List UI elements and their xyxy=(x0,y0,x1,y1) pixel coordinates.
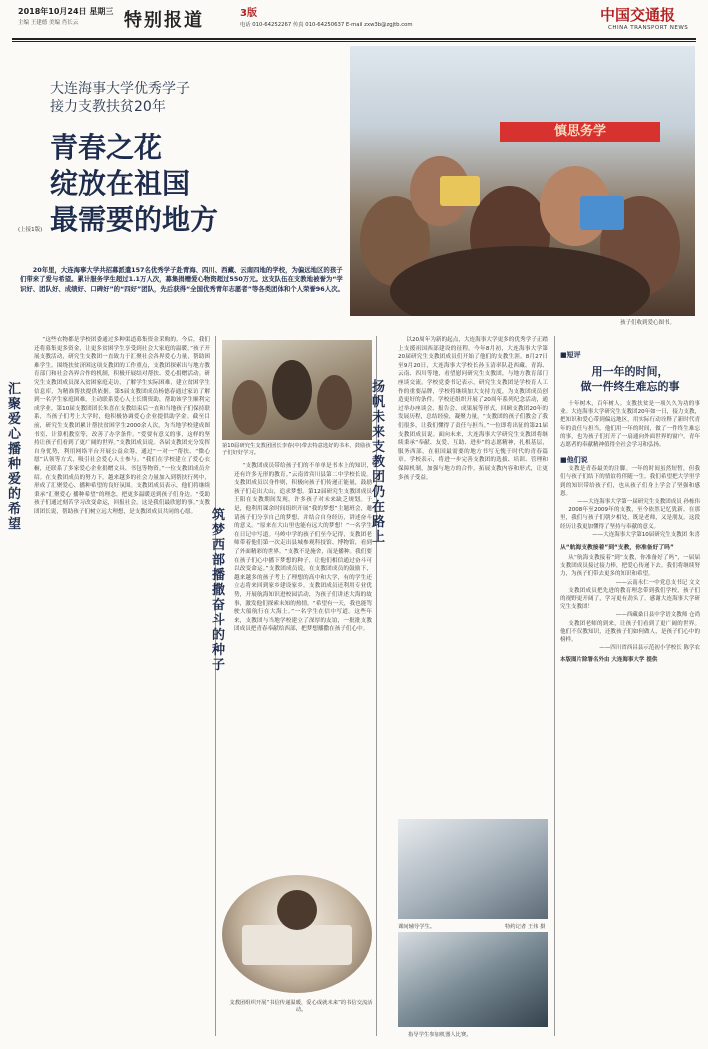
kicker-line-1: 大连海事大学优秀学子 xyxy=(50,81,190,97)
intro-paragraph: 20年里，大连海事大学共招募派遣157名优秀学子赴青海、四川、西藏、云南四地的学校，为偏远地区的孩子们带来了爱与希望。累计服务学生超过1.1万人次，募集捐赠爱心物资超过550万元。这支队伍在支教地被誉为“学识好、团队好、成绩好、口碑好”的“四好”团队，先后获得“全国优秀青年志愿者”等各类团体和个人荣誉96人次。 xyxy=(20,266,344,293)
sidebar-title-line-2: 做一件终生难忘的事 xyxy=(580,380,680,393)
col3-body: 以20周年为新的起点，大连海事大学更多的优秀学子正踏上支援祖国西部建设的征程。今年8月初，大连海事大学第20届研究生支教团成员们开始了他们的支教生涯。8月27日至9月20日，大连海事大学校长孙玉清率队赴西藏、青海、云南、四川等地，看望慰问研究生支教团，与地方教育部门座谈交流。学校党委书记表示，研究生支教团是学校育人工作的重要品牌，学校将继续加大支持力度，为支教团成员创造更好的条件。学校还组织开展了20周年系列纪念活动，通过举办座谈会、报告会、成果展等形式，回顾支教团20年的发展历程，总结经验，凝聚力量。“支教团的孩子们教会了我们很多，让我们懂得了责任与担当。”一位即将出征的第21届支教团成员说。面向未来，大连海事大学研究生支教团将继续秉承“奉献、友爱、互助、进步”的志愿精神，扎根基层，服务西部，在祖国最需要的地方书写无愧于时代的青春篇章。学校表示，将进一步完善支教团的选拔、培训、管理和保障机制，加强与地方的合作，拓展支教内容和形式，让更多孩子受益。 xyxy=(398,337,548,481)
column-divider xyxy=(215,336,216,1036)
col1-body: “这些衣物都是学校团委通过多种渠道募集资金采购的。今后，我们还将募集更多资金，让更多贫困学生享受到社会大家庭的温暖。”孩子开展支教活动，研究生支教团一直致力于汇聚社会各界爱心力量，帮助困难学生。围绕扶贫济困这项支教团的工作重点，支教团探索出与地方教育部门和社会各界合作的机制，积极开展结对帮扶、爱心捐赠活动。研究生支教团成员深入贫困家庭走访，了解学生实际困难，建立贫困学生信息库，为精准帮扶提供依据。第5届支教团成员杨德春通过家访了解到一名学生家庭困难，主动联系爱心人士长期资助，帮助该学生顺利完成学业。第10届支教团团长朱喜在支教结束后一直和当地孩子们保持联系，当孩子们考上大学时，他积极协调爱心企业提供助学金。截至目前，研究生支教团累计帮扶贫困学生2000余人次，为当地学校建成图书室、计算机教室等，改善了办学条件。“爱要有意义的事，这样的坚持让孩子们看到了更广阔的世界。”支教团成员说。各届支教团充分发挥自身优势，利用网络平台开展公益众筹，通过“一对一”帮扶、“微心愿”认领等方式，吸引社会爱心人士参与。“我们在学校建立了爱心衣橱，还联系了多家爱心企业捐赠文具、书包等物资。”一位支教团成员介绍。在支教团成员的努力下，越来越多的社会力量加入到帮扶行列中，形成了汇聚爱心、播种希望的良好氛围。支教团成员表示，他们将继续秉承“汇聚爱心 播种希望”的理念，把更多温暖送到孩子们身边。“受助孩子们通过刻苦学习改变命运，回报社会，这是我们最欣慰的事。”支教团团长说，帮助孩子们树立远大理想，是支教团成员共同的心愿。 xyxy=(34,337,210,515)
section-title: 特别报道 xyxy=(124,10,204,31)
sidebar xyxy=(560,350,700,665)
lead-photo xyxy=(350,46,695,316)
page-number: 3版 xyxy=(240,8,257,19)
headline-line-2: 绽放在祖国 xyxy=(50,167,191,200)
quote-body: 支教团老师的到来，让孩子们看到了更广阔的世界。他们不仅教知识，还教孩子们如何做人，是孩子们心中的榜样。 xyxy=(560,620,700,644)
quote-signature: ——大连海事大学第一届研究生支教团成员 孙栋伟 xyxy=(577,499,700,506)
sidebar-label-quotes: ■他们说 xyxy=(560,456,588,465)
issue-date: 2018年10月24日 星期三 xyxy=(18,7,114,16)
quote-signature: ——云南永仁一中党总支书记 文文 xyxy=(615,579,700,586)
headline-line-1: 青春之花 xyxy=(50,131,163,164)
col2-circle-photo xyxy=(222,875,372,993)
sidebar-title xyxy=(560,364,700,394)
col3-photo-1-caption: 课间辅导学生。 xyxy=(398,924,436,930)
newspaper-logo-en: CHINA TRANSPORT NEWS xyxy=(608,25,689,31)
masthead-rule xyxy=(12,38,696,40)
quote-signature: ——大连海事大学第10届研究生支教团 朱喜 xyxy=(592,531,700,538)
quote-body: 从“航海支教接着”到“支教，你准备好了吗”，一届届支教团成员接过接力棒，把爱心传递下去。我们将继续努力，为孩子们带去更多的知识和希望。 xyxy=(560,555,700,578)
col2-circle-caption: 支教团组织开展“书信传递温暖，爱心成就未来”的书信交流活动。 xyxy=(229,1000,373,1013)
col3-photo-1-credit: 特约记者 王伟 摄 xyxy=(505,924,546,930)
col1-heading: 汇聚爱心 播种爱的希望 xyxy=(8,382,22,532)
sidebar-title-line-1: 用一年的时间， xyxy=(591,365,669,378)
contact-line: 电话 010-64252267 传真 010-64250637 E-mail zxw3b@zgjtb.com xyxy=(240,22,413,28)
col3-photo-1 xyxy=(398,819,548,919)
headline-line-3: 最需要的地方 xyxy=(50,203,219,236)
col2-body: “支教团成员带给孩子们的不单单是书本上的知识，还有许多无形的教育。”云南省宾川县第二中学校长说。支教团成员以身作则，积极向孩子们传递正能量，鼓励孩子们走出大山，追求梦想。第12届研究生支教团成员王阳在支教期间发现，许多孩子对未来缺乏规划。于是，他利用课余时间组织开展“我的梦想”主题班会，邀请孩子们分享自己的梦想，并结合自身经历，讲述奋斗的意义。“原来在大山里也能有远大的梦想！”一名学生在日记中写道。马岭中学的孩子们至今记得，支教团老师带着他们第一次走出县城参观科技馆、博物馆，看到了外面精彩的世界。“支教不是施舍，而是播种。我们要在孩子们心中播下梦想的种子，让他们相信通过奋斗可以改变命运。”支教团成员说。在支教团成员的鼓励下，越来越多的孩子考上了理想的高中和大学，有的学生还立志将来回到家乡建设家乡。支教团成员还利用专业优势，开展航海知识进校园活动，为孩子们讲述大海的故事，激发他们探索未知的热情。“希望有一天，我也能驾驶大船航行在大海上。”一名学生在信中写道。这些年来，支教团与当地学校建立了深厚的友谊，一批批支教团成员把青春奉献给西部，把梦想播撒在孩子们心中。 xyxy=(234,463,372,633)
col2-heading: 筑梦西部 播撒奋斗的种子 xyxy=(212,508,226,673)
headline xyxy=(50,130,218,238)
col2-photo-caption: 第10届研究生支教团团长李春(中)带去特意选好的书本，鼓励孩子们好好学习。 xyxy=(222,443,371,456)
quote-body: 支教是青春最美的注脚。一年的时间虽然短暂，但我们与孩子们结下的情谊将伴随一生。我们希望把大学里学到的知识带给孩子们，也从孩子们身上学会了坚强和感恩。 xyxy=(560,466,700,497)
quote-body: 支教团成员把先进的教育理念带到我们学校，孩子们的视野更开阔了，学习更有劲头了。感谢大连海事大学研究生支教团！ xyxy=(560,587,700,611)
col3-photo-2 xyxy=(398,932,548,1027)
quote-signature: ——西藏桑日县中学语文教师 仓尚 xyxy=(615,612,700,619)
quote-heading: 从“航海支教接着”到“支教，你准备好了吗” xyxy=(560,545,674,552)
lead-photo-caption: 孩子们收到爱心图书。 xyxy=(620,320,676,326)
quote-signature: ——四川省西昌县示范初小学校长 陈学农 xyxy=(599,645,700,652)
editors-line: 主编 王建德 美编 肖长云 xyxy=(18,20,79,26)
kicker xyxy=(50,80,190,116)
quote-body: 2008年至2009年的支教，至今依然记忆犹新。在那里，我们与孩子们朝夕相处，既是老师，又是朋友。这段经历让我更加懂得了坚持与奉献的意义。 xyxy=(560,507,700,530)
continuation-note: (上接1版) xyxy=(18,227,43,233)
masthead-rule-thin xyxy=(12,41,696,42)
photo-banner: 慎思务学 xyxy=(500,122,660,142)
col3-heading: 扬帆未来 支教团仍在路上 xyxy=(372,380,386,545)
newspaper-logo: 中国交通报 xyxy=(600,6,676,24)
col3-photo-2-caption: 指导学生参加机器人比赛。 xyxy=(408,1032,472,1038)
col2-photo xyxy=(222,340,372,440)
column-divider xyxy=(554,336,555,1036)
sidebar-commentary: 十年树木，百年树人。支教扶贫是一项久久为功的事业。大连海事大学研究生支教团20年如一日，接力支教，把知识和爱心带到偏远地区，用实际行动诠释了新时代青年的责任与担当。他们用一年的时间，做了一件终生难忘的事，也为孩子们打开了一扇通向外面世界的窗户。青年志愿者的奉献精神值得全社会学习和弘扬。 xyxy=(560,401,700,449)
sidebar-label-commentary: ■短评 xyxy=(560,351,581,359)
photo-credit-footer: 本版图片除署名外由 大连海事大学 提供 xyxy=(560,657,658,664)
kicker-line-2: 接力支教扶贫20年 xyxy=(50,99,166,115)
